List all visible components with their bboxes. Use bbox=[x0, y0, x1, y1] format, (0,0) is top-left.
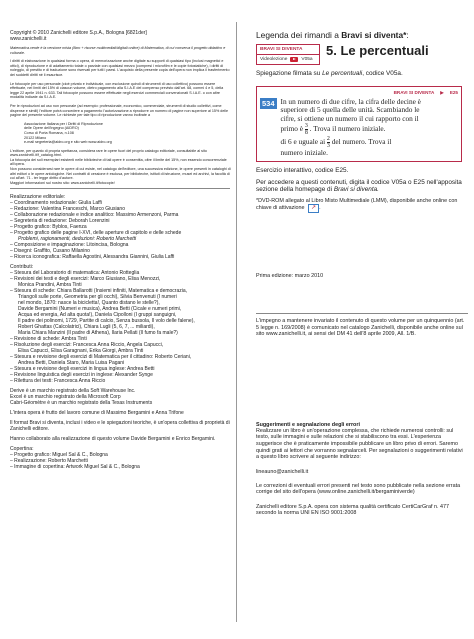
lesson-title: 5. Le percentuali bbox=[326, 43, 429, 58]
exercise-caption: Esercizio interattivo, codice E25. bbox=[256, 166, 349, 174]
credit-line: – Ricerca iconografica: Raffaella Agostini, Alessandra Giannini, Giulia Laffi bbox=[10, 254, 175, 261]
exercise-code: E25 bbox=[449, 89, 458, 95]
fraction: $\frac{3}{8}$ bbox=[304, 123, 308, 137]
contrib-line: Davide Bergamini (Numeri e musica), Andrea Betti (Cicale e numeri primi, bbox=[18, 306, 182, 313]
aidro-line: e-mail segreteria@aidro.org e sito web www.aidro.org bbox=[24, 140, 112, 145]
contrib-line: – Risoluzione degli esercizi: Francesca Anna Riccio, Angela Capucci, bbox=[10, 342, 164, 349]
divider-line bbox=[10, 188, 230, 189]
video-caption: Spiegazione filmata su Le percentuali, codice V05a. bbox=[256, 70, 403, 77]
aidro-line: Corso di Porta Romana, n.108 bbox=[24, 130, 74, 135]
contrib-line: Elisa Capucci, Elisa Garagnani, Erika Giorgi, Ambra Tinti bbox=[18, 348, 144, 355]
aidro-line: 20122 Milano bbox=[24, 135, 47, 140]
column-divider bbox=[236, 22, 237, 622]
format-text: Il format Bravi si diventa, inclusi i video e le spiegazioni teoriche, è un'opera collettiva di proprietà di Zanichelli editore. bbox=[10, 420, 230, 433]
credit-line: – Coordinamento redazionale: Giulia Laffi bbox=[10, 200, 102, 207]
email-address: lineauno@zanichelli.it bbox=[256, 468, 309, 475]
contrib-line: – Stesura e revisione degli esercizi in lingua inglese: Andrea Betti bbox=[10, 366, 155, 373]
contrib-line: Monica Prandini, Ambra Tinti bbox=[18, 282, 82, 289]
suggestions-heading: Suggerimenti e segnalazione degli errori bbox=[256, 421, 360, 428]
copyright-line: Copyright © 2010 Zanichelli editore S.p.A., Bologna [6821der] bbox=[10, 30, 147, 36]
contrib-line: – Stesura del Laboratorio di matematica: Antonio Rotteglia bbox=[10, 270, 140, 277]
credit-line: – Disegni: Graffito, Cusano Milanino bbox=[10, 248, 90, 255]
photocopy-text: Le fotocopie per uso personale (cioè privato e individuale, con esclusione quindi di strumenti di uso collettivo) possono essere effettuate, nei limiti del 15% di ciascun volume, dietro pagamento alla S.I.A.E del compenso previsto dall'art. 68, commi 4 e 5, della legge 22 aprile 1941 n. 633. Tali fotocopie possono essere effettuate negli esercizi commerciali convenzionati S.I.A.E. o con altre modalità indicate da S.I.A.E. bbox=[10, 81, 224, 100]
legend-title: Legenda dei rimandi a Bravi si diventa*: bbox=[256, 30, 409, 40]
library-text: La fotocopia dei soli esemplari esistenti nelle biblioteche di tali opere è consentita, oltre il limite del 15%, non essendo concorrenziale all'opera. bbox=[10, 157, 227, 167]
credits-heading: Realizzazione editoriale: bbox=[10, 194, 66, 201]
info-text: Maggiori informazioni sul nostro sito: www.zanichelli.it/fotocopie/ bbox=[10, 180, 115, 185]
contrib-line: – Revisione linguistica degli esercizi in inglese: Alexander Synge bbox=[10, 372, 153, 379]
exercise-number: 534 bbox=[262, 98, 275, 108]
credit-line: – Collaborazione redazionale e indice analitico: Massimo Armenzoni, Parma bbox=[10, 212, 179, 219]
fraction: $\frac{2}{3}$ bbox=[326, 136, 330, 150]
credit-line: – Progetto grafico: Byblos, Faenza bbox=[10, 224, 87, 231]
exercise-text: In un numero di due cifre, la cifra delle decine è superiore di 5 quella delle unità. Scambiando le cifre, si ottiene un numero il cui rapporto con il primo è $\frac{3}{8}$ . Trova il numero iniziale. di 6 e uguale ai $\frac{2}{3}$ del numero. Trova il numero iniziale. bbox=[280, 96, 421, 158]
video-code: V05a bbox=[301, 57, 313, 62]
website-line: www.zanichelli.it bbox=[10, 36, 47, 42]
contrib-line: Maria Chiara Manzini (Il padre di Athena), Ilaria Pellati (Il fumo fa male?) bbox=[18, 330, 178, 337]
video-badge bbox=[256, 44, 466, 65]
contributors-heading: Contributi: bbox=[10, 264, 34, 271]
collab-text: Hanno collaborato alla realizzazione di questo volume Davide Bergamini e Enrico Bergamini. bbox=[10, 436, 216, 443]
credit-line: Problemi, ragionamenti, deduzioni: Roberto Marchetti bbox=[18, 236, 137, 243]
cover-line: – Progetto grafico: Miguel Sal & C., Bologna bbox=[10, 452, 108, 459]
exercise-box bbox=[256, 86, 462, 162]
contrib-line: – Stesura e revisione degli esercizi di Matematica per il cittadino: Roberto Ceriani, bbox=[10, 354, 192, 361]
cover-line: – Realizzazione: Roberto Marchetti bbox=[10, 458, 88, 465]
catalog-text: Non possono considerarsi rare le opere di cui esiste, nel catalogo dell'editore, una successiva edizione, le opere presenti in cataloghi di altri editori o le opere antologiche. Nei contratti di cessione è esclusa, per biblioteche, istituti di istruzione, musei ed archivi, la facoltà di cui all'art. 71 - ter legge diritto d'autore. bbox=[10, 167, 231, 181]
video-label: Videolezione bbox=[260, 57, 288, 62]
aidro-line: Associazione Italiana per i Diritti di Riproduzione bbox=[24, 121, 103, 126]
aidro-line: delle Opere dell'ingegno (AIDRO) bbox=[24, 126, 79, 131]
contrib-line: nel mondo, 1870: nasce la bicicletta!, Quanto distano le stelle?), bbox=[18, 300, 160, 307]
print-date: Prima edizione: marzo 2010 bbox=[256, 272, 324, 279]
exercise-bravi-label: BRAVI SI DIVENTA bbox=[393, 89, 435, 95]
contributors-list bbox=[10, 270, 232, 384]
access-text: Per accedere a questi contenuti, digita il codice V05a o E25 nell'apposita sezione della homepage di Bravi si diventa. bbox=[256, 178, 462, 194]
contrib-line: Triangoli sulle porte, Geometria per gli occhi), Silvia Benvenuti (I numeri bbox=[18, 294, 177, 301]
contrib-line: Robert Ghattas (Calcolatrici), Chiara Lugli (5, 6, 7, ... miliardi), bbox=[18, 324, 155, 331]
credit-line: – Redazione: Valentina Franceschi, Marco Giusiano bbox=[10, 206, 125, 213]
exercise-header bbox=[260, 90, 458, 96]
credit-line: – Segreteria di redazione: Deborah Lorenzini bbox=[10, 218, 110, 225]
quality-text: Zanichelli editore S.p.A. opera con sistema qualità certificato CertiCarGraf n. 477 secondo la norma UNI EN ISO 9001:2008 bbox=[256, 503, 449, 517]
contrib-line: Il padre dei polinomi, 1729, Partite di calcio, Senza bussola, Il volo delle falene), bbox=[18, 318, 195, 325]
commitment-text: L'impegno a mantenere invariato il contenuto di questo volume per un quinquennio (art. 5 legge n. 169/2008) è comunicato nel catalogo Zanichelli, disponibile anche online sul sito www.zanichelli.it, ai sensi del DM 41 dell'8 aprile 2009, All. 1/B. bbox=[256, 317, 465, 338]
contrib-line: Andrea Betti, Daniela Staro, Maria Luisa Pagani bbox=[18, 360, 125, 367]
left-column bbox=[0, 0, 232, 639]
cover-line: – Immagine di copertina: Artwork Miguel Sal & C., Bologna bbox=[10, 464, 140, 471]
idea-line: L'intera opera è frutto del lavoro comune di Massimo Bergamini e Anna Trifone bbox=[10, 410, 184, 417]
contrib-line: Acqua ed energia, Ad alta quota!), Daniela Cipolloni (I gruppi sanguigni, bbox=[18, 312, 177, 319]
corrections-text: Le correzioni di eventuali errori presenti nel testo sono pubblicate nella sezione errata corrige del sito dell'opera (www.online.zanichelli.it/bergaminiverde) bbox=[256, 482, 461, 496]
aidro-address bbox=[10, 122, 232, 145]
publisher-text: L'editore, per quanto di propria spettanza, considera rare le opere fuori del proprio catalogo editoriale, consultabile al sito www.zanichelli.it/f_catalog.html. bbox=[10, 148, 207, 158]
bravi-badge-label: BRAVI SI DIVENTA bbox=[257, 45, 319, 54]
dvd-text: *DVD-ROM allegato al Libro Misto Multimediale (LMM), disponibile anche online con chiave di attivazione ↗ . bbox=[256, 197, 458, 212]
right-column bbox=[244, 0, 466, 639]
video-lesson-row bbox=[257, 54, 319, 64]
trademark-line: Cabri-Géomètre è un marchio registrato della Texas Instruments bbox=[10, 400, 153, 407]
rights-text: I diritti di elaborazione in qualsiasi forma o opera, di memorizzazione anche digitale su supporti di qualsiasi tipo (inclusi magnetici e ottici), di riproduzione e di adattamento totale o parziale con qualsiasi mezzo (compresi i microfilm e le copie fotostatiche), i diritti di noleggio, di prestito e di traduzione sono riservati per tutti i paesi. L'acquisto della presente copia dell'opera non implica il trasferimento dei suddetti diritti né li esaurisce. bbox=[10, 59, 230, 77]
contrib-line: – Stesura di schede: Chiara Ballarotti (Insiemi infiniti, Matematica e democrazia, bbox=[10, 288, 188, 295]
suggestions-text: Realizzare un libro è un'operazione complessa, che richiede numerosi controlli: sul testo, sulle immagini e sulle relazioni che si stabiliscono tra essi. L'esperienza suggerisce che è praticamente impossibile pubblicare un libro privo di errori. Saremo quindi grati ai lettori che vorranno segnalarceli. Per segnalazioni o suggerimenti relativi a questo libro scrivere al seguente indirizzo: bbox=[256, 427, 463, 461]
contrib-line: – Revisione di schede: Ambra Tinti bbox=[10, 336, 87, 343]
reproduction-text: Per le riproduzioni ad uso non personale (ad esempio: professionale, economico, commerciale, strumenti di studio collettivi, come dispense e simili) l'editore potrà concedere a pagamento l'autorizzazione a riprodurre un numero di pagine non superiore al 15% delle pagine del presente volume. Le richieste per tale tipo di riproduzione vanno inoltrate a bbox=[10, 103, 229, 118]
credit-line: – Progetto grafico delle pagine I-XVI, delle aperture di capitolo e delle schede bbox=[10, 230, 182, 237]
cover-heading: Copertina: bbox=[10, 446, 34, 453]
contrib-line: – Rilettura dei testi: Francesca Anna Riccio bbox=[10, 378, 106, 385]
credit-line: – Composizione e impaginazione: Litoincisa, Bologna bbox=[10, 242, 129, 249]
contrib-line: – Revisioni dei testi e degli esercizi: Marco Giusiano, Elisa Menozzi, bbox=[10, 276, 161, 283]
trademark-line: Excel è un marchio registrato della Microsoft Corp bbox=[10, 394, 121, 401]
play-icon: ▶ bbox=[440, 89, 444, 95]
trademark-line: Derive è un marchio registrato della Soft Warehouse Inc. bbox=[10, 388, 136, 395]
activation-key-icon: ↗ bbox=[308, 204, 319, 213]
play-icon bbox=[290, 57, 298, 62]
credits-list bbox=[10, 200, 232, 260]
bravi-badge bbox=[256, 44, 320, 65]
intro-text: Matematica.verde è la versione mista (libro + risorse multimediali/digitali online) di Matematica, di cui conserva il progetto didattico e culturale. bbox=[10, 46, 226, 55]
